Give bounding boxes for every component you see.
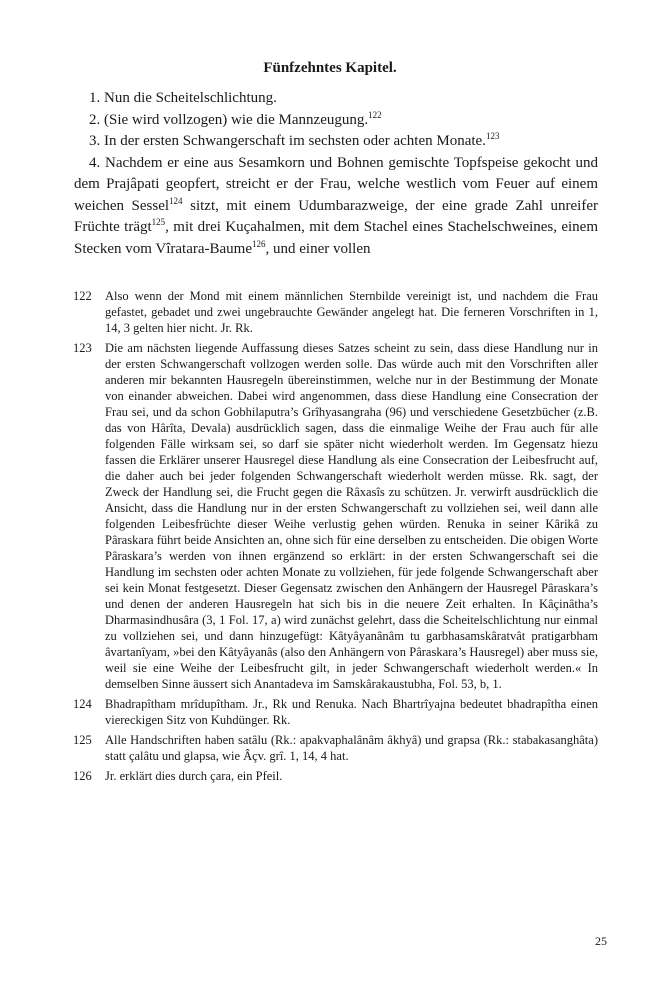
footnote	[73, 768, 598, 784]
footnote-text: Bhadrapîtham mrîdupîtham. Jr., Rk und Renuka. Nach Bhartrîyajna bedeutet bhadrapîtha einen viereckigen Sitz von Kuhdünger. Rk.	[105, 697, 598, 727]
paragraph-text: sitzt, mit einem Udumbarazweige, der eine grade Zahl unreifer Früchte trägt	[74, 197, 598, 235]
footnotes	[73, 288, 598, 788]
list-item	[74, 88, 598, 110]
footnote-number: 122	[73, 289, 92, 303]
footnote	[73, 340, 598, 692]
list-item	[74, 131, 598, 153]
paragraph-text: , und einer vollen	[265, 240, 371, 257]
footnote-ref[interactable]: 124	[169, 195, 183, 206]
main-text	[74, 88, 598, 260]
footnote-number: 123	[73, 341, 92, 355]
paragraph	[74, 153, 598, 261]
footnote-text: Jr. erklärt dies durch çara, ein Pfeil.	[105, 769, 283, 783]
item-text: 1. Nun die Scheitelschlichtung.	[89, 90, 277, 106]
footnote-ref[interactable]: 123	[485, 131, 500, 141]
list-item	[74, 110, 598, 132]
footnote-number: 125	[73, 733, 92, 747]
paragraph-text: , mit drei Kuçahalmen, mit dem Stachel eines Stachelschweines, einem Stecken vom Vîratara-Baume	[74, 219, 598, 257]
footnote-ref[interactable]: 125	[151, 217, 166, 227]
page-number: 25	[595, 934, 607, 948]
footnote-text: Also wenn der Mond mit einem männlichen Sternbilde vereinigt ist, und nachdem die Frau gefastet, gebadet und zwei ungebrauchte Gewänder angelegt hat. Die ferneren Vorschriften in 1, 14, 3 gelten hier nicht. Jr. Rk.	[105, 289, 598, 335]
footnote-number: 124	[73, 697, 92, 711]
chapter-title: Fünfzehntes Kapitel.	[263, 60, 397, 76]
footnote-ref[interactable]: 126	[252, 238, 266, 249]
footnote-text: Die am nächsten liegende Auffassung dieses Satzes scheint zu sein, dass diese Handlung nur in der ersten Schwangerschaft vollzogen werden solle. Das würde auch mit den Vorschriften aller anderen mir bekannten Hausregeln übereinstimmen, welche nur in der Bestimmung der Monate von einander abweichen. Dabei wird angenommen, dass diese Handlung eine Consecration der Frau sei, und da schon Gobhilaputra’s Grîhyasangraha (96) und verschiedene Gesetzbücher (z.B. das von Hârîta, Devala) ausdrücklich sagen, dass die einmalige Weihe der Frau auch für alle folgenden Fälle wirksam sei, so darf sie später nicht wiederholt werden. Im Gegensatz hiezu fassen die Erklärer unserer Hausregel diese Handlung als eine Consecration der Leibesfrucht auf, die daher auch bei jeder folgenden Schwangerschaft wiederholt werden müsse. Rk. sagt, der Zweck der Handlung sei, die Frucht gegen die Râxasîs zu schützen. Jr. verwirft ausdrücklich die Ansicht, dass die Handlung nur in der ersten Schwangerschaft zu vollziehen sei, weil dann alle folgenden Leibesfrüchte dieser Weihe verlustig gehen würden. Renuka in seiner Kârikâ zu Pâraskara führt beide Ansichten an, ohne sich für eine derselben zu entscheiden. Die obigen Worte Pâraskara’s werden von ihnen ergänzend so erklärt: in der ersten Schwangerschaft sei die Handlung im sechsten oder achten Monate zu vollziehen, für jede folgende Schwangerschaft aber sei kein Monat festgesetzt. Dieser Gegensatz zwischen den Anhängern der Hausregel Pâraskara’s und denen der anderen Hausregeln hat sich bis in die neuere Zeit erhalten. In Kâçinâtha’s Dharmasindhusâra (3, 1 Fol. 17, a) wird zunächst gelehrt, dass die Scheitelschlichtung nur einmal zu vollziehen sei, und dann hinzugefügt: Kâtyâyanânâm tu garbhasamskâratvât pratigarbham âvartanîyam, »bei den Kâtyâyanâs (also den Anhängern von Pâraskara’s Hausregel) aber muss sie, weil sie eine Weihe der Leibesfrucht gilt, in jeder Schwangerschaft wiederholt werden.« In demselben Sinne äussert sich Anantadeva im Samskârakaustubha, Fol. 53, b, 1.	[105, 341, 598, 691]
footnote-text: Alle Handschriften haben satâlu (Rk.: apakvaphalânâm âkhyâ) und grapsa (Rk.: stabakasanghâta) statt çalâtu und glapsa, wie Âçv. grî. 1, 14, 4 hat.	[105, 733, 598, 763]
paragraph-text: 4. Nachdem er eine aus Sesamkorn und Bohnen gemischte Topfspeise gekocht und dem Prajâpati geopfert, streicht er der Frau, welche westlich vom Feuer auf einem weichen Sessel	[74, 154, 598, 214]
footnote-number: 126	[73, 769, 92, 783]
item-text: 2. (Sie wird vollzogen) wie die Mannzeugung.	[89, 111, 369, 128]
item-text: 3. In der ersten Schwangerschaft im sechsten oder achten Monate.	[89, 133, 486, 149]
footnote	[73, 732, 598, 764]
footnote	[73, 696, 598, 728]
footnote	[73, 288, 598, 336]
footnote-ref[interactable]: 122	[368, 109, 382, 120]
